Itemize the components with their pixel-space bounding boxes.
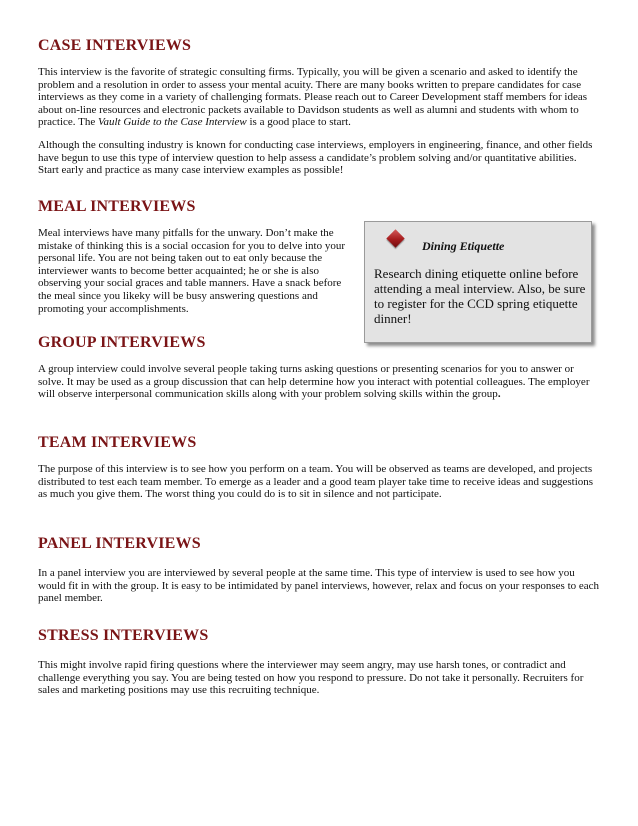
stress-interviews-paragraph: This might involve rapid firing questions where the interviewer may seem angry, may use harsh tones, or contradict and challenge everything you say. You are being tested on how you respond to pressure. Do not take it personally. Recruiters for sales and marketing positions may use this recruiting technique. bbox=[38, 659, 584, 697]
panel-interviews-heading: PANEL INTERVIEWS bbox=[38, 535, 201, 552]
vault-guide-title: Vault Guide to the Case Interview bbox=[97, 116, 247, 129]
group-para-text: A group interview could involve several people taking turns asking questions or presenting scenarios for you to answer or solve. It may be used as a group discussion that can help determine how you interact with potential colleagues. The employer will observe interpersonal communication skills along with your problem solving skills within the group bbox=[38, 363, 590, 401]
case-interviews-heading: CASE INTERVIEWS bbox=[38, 37, 192, 54]
group-para-period: . bbox=[497, 388, 501, 401]
team-interviews-heading: TEAM INTERVIEWS bbox=[38, 434, 197, 451]
case-interviews-paragraph-1 bbox=[38, 66, 600, 129]
team-interviews-paragraph: The purpose of this interview is to see how you perform on a team. You will be observed as teams are developed, and projects distributed to test each team member. To emerge as a leader and a good team player take time to receive ideas and suggestions as much you give them. The worst thing you could do is to sit in silence and not participate. bbox=[38, 463, 594, 501]
dining-etiquette-title: Dining Etiquette bbox=[422, 239, 505, 253]
meal-interviews-heading: MEAL INTERVIEWS bbox=[38, 198, 196, 215]
group-interviews-heading: GROUP INTERVIEWS bbox=[38, 334, 206, 351]
dining-etiquette-callout bbox=[364, 221, 592, 343]
case-para1-end: is a good place to start. bbox=[246, 116, 351, 129]
stress-interviews-heading: STRESS INTERVIEWS bbox=[38, 627, 209, 644]
dining-etiquette-body: Research dining etiquette online before attending a meal interview. Also, be sure to register for the CCD spring etiquette dinner! bbox=[374, 266, 586, 326]
group-interviews-paragraph bbox=[38, 363, 600, 401]
case-para1-text: This interview is the favorite of strategic consulting firms. Typically, you will be given a scenario and asked to identify the problem and a resolution in order to assess your mental acuity. There are many books written to prepare candidates for case interviews as they come in a variety of challenging formats. Please reach out to Career Development staff members for ideas about on-line resources and electronic packets available to Davidson students as well as alumni and students with whom to practice. The bbox=[38, 66, 587, 129]
panel-interviews-paragraph: In a panel interview you are interviewed by several people at the same time. This type of interview is used to see how you would fit in with the group. It is easy to be intimidated by panel interviews, however, relax and focus on your responses to each panel member. bbox=[38, 567, 600, 605]
red-diamond-icon bbox=[386, 229, 404, 247]
meal-interviews-paragraph: Meal interviews have many pitfalls for the unwary. Don’t make the mistake of thinking this is a social occasion for you to delve into your personal life. You are not being taken out to eat only because the interviewer wants to become better acquainted; he or she is also observing your social graces and table manners. Have a snack before the meal since you likeky will be busy answering questions and promoting your accomplishments. bbox=[38, 227, 346, 315]
case-interviews-paragraph-2: Although the consulting industry is known for conducting case interviews, employers in engineering, finance, and other fields have begun to use this type of interview question to help assess a candidate’s problem solving and/or quantitative abilities. Start early and practice as many case interview examples as possible! bbox=[38, 139, 593, 177]
